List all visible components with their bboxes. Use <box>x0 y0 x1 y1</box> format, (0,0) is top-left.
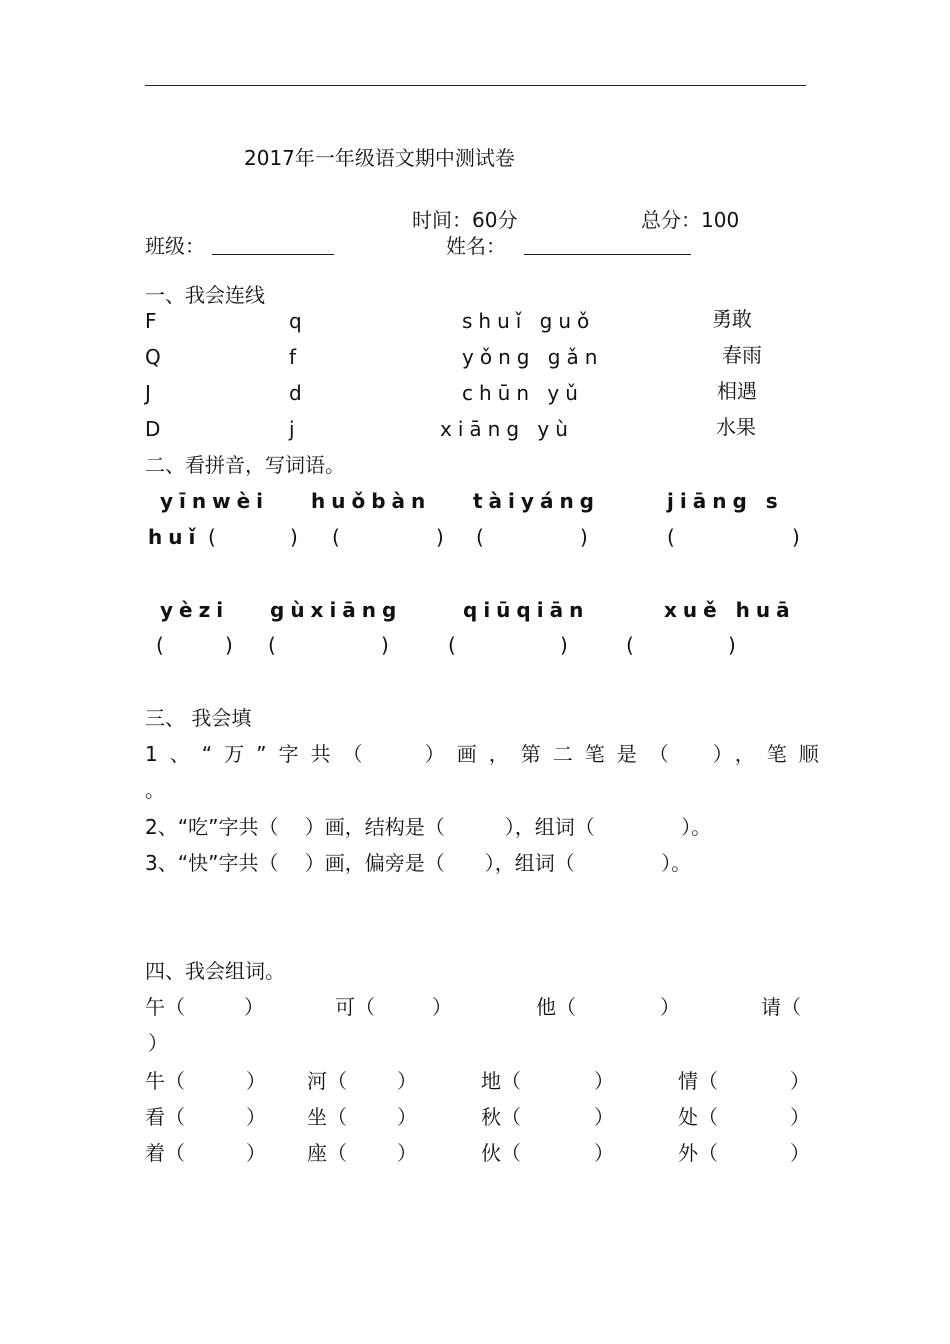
answer-paren-open[interactable]: ( <box>268 633 276 657</box>
word-prompt: 河（ <box>307 1069 347 1093</box>
lowercase-letter: d <box>289 381 302 405</box>
uppercase-letter: J <box>145 381 151 405</box>
answer-paren-close[interactable]: ) <box>381 633 389 657</box>
pinyin-prompt: gùxiāng <box>270 598 403 622</box>
answer-paren-close[interactable]: ） <box>594 1141 614 1165</box>
question-1-continuation: 。 <box>145 778 165 802</box>
word-prompt: 处（ <box>678 1105 718 1129</box>
section2-heading: 二、看拼音，写词语。 <box>145 453 345 477</box>
total-score-label: 总分：100 <box>641 208 740 232</box>
word-prompt: 他（ <box>536 995 576 1019</box>
answer-paren-close[interactable]: ) <box>560 633 568 657</box>
pinyin-item: chūn yǔ <box>462 381 584 405</box>
answer-paren-close[interactable]: ） <box>660 995 680 1019</box>
pinyin-prompt: qiūqiān <box>463 598 590 622</box>
answer-paren-close[interactable]: ) <box>792 525 800 549</box>
class-label: 班级： <box>145 234 205 258</box>
word-item: 春雨 <box>722 343 762 367</box>
pinyin-prompt: jiāng s <box>667 489 784 513</box>
answer-paren-open[interactable]: ( <box>667 525 675 549</box>
lowercase-letter: f <box>289 345 297 369</box>
class-blank[interactable] <box>212 254 334 255</box>
word-item: 水果 <box>716 415 756 439</box>
question-3: 3、“快”字共（ ）画，偏旁是（ ），组词（ ）。 <box>145 851 692 875</box>
answer-paren-open[interactable]: ( <box>476 525 484 549</box>
answer-paren-close[interactable]: ） <box>246 1069 266 1093</box>
answer-paren-close[interactable]: ) <box>580 525 588 549</box>
question-2: 2、“吃”字共（ ）画，结构是（ ），组词（ ）。 <box>145 815 712 839</box>
pinyin-item: yǒng gǎn <box>462 345 604 369</box>
word-prompt: 牛（ <box>145 1069 185 1093</box>
top-rule <box>145 85 806 86</box>
answer-paren-close[interactable]: ） <box>432 995 452 1019</box>
word-prompt: 秋（ <box>481 1105 521 1129</box>
answer-paren-close[interactable]: ) <box>290 525 298 549</box>
answer-paren-open[interactable]: ( <box>448 633 456 657</box>
answer-paren-close[interactable]: ） <box>790 1069 810 1093</box>
word-prompt: 请（ <box>761 995 801 1019</box>
word-prompt: 情（ <box>678 1069 718 1093</box>
word-prompt: 座（ <box>307 1141 347 1165</box>
time-label: 时间：60分 <box>412 208 518 232</box>
uppercase-letter: F <box>145 309 157 333</box>
answer-paren-open[interactable]: ( <box>626 633 634 657</box>
pinyin-prompt: huǒbàn <box>311 489 432 513</box>
answer-paren-close[interactable]: ） <box>594 1105 614 1129</box>
word-prompt: 地（ <box>481 1069 521 1093</box>
word-prompt: 午（ <box>145 995 185 1019</box>
answer-paren-close[interactable]: ） <box>148 1031 168 1055</box>
section4-heading: 四、我会组词。 <box>145 959 285 983</box>
word-prompt: 看（ <box>145 1105 185 1129</box>
word-item: 勇敢 <box>712 307 752 331</box>
answer-paren-open[interactable]: ( <box>208 525 216 549</box>
word-prompt: 伙（ <box>481 1141 521 1165</box>
answer-paren-close[interactable]: ） <box>397 1105 417 1129</box>
name-label: 姓名： <box>446 234 506 258</box>
answer-paren-close[interactable]: ） <box>397 1069 417 1093</box>
word-prompt: 坐（ <box>307 1105 347 1129</box>
answer-paren-close[interactable]: ） <box>594 1069 614 1093</box>
word-prompt: 着（ <box>145 1141 185 1165</box>
word-prompt: 外（ <box>678 1141 718 1165</box>
answer-paren-close[interactable]: ) <box>436 525 444 549</box>
answer-paren-close[interactable]: ) <box>728 633 736 657</box>
pinyin-continuation: huǐ <box>148 525 202 549</box>
word-item: 相遇 <box>717 379 757 403</box>
pinyin-item: shuǐ guǒ <box>462 309 596 333</box>
pinyin-prompt: tàiyáng <box>473 489 600 513</box>
pinyin-prompt: yīnwèi <box>160 489 270 513</box>
answer-paren-close[interactable]: ） <box>790 1105 810 1129</box>
answer-paren-close[interactable]: ) <box>225 633 233 657</box>
lowercase-letter: j <box>289 417 295 441</box>
section1-heading: 一、我会连线 <box>145 283 265 307</box>
answer-paren-close[interactable]: ） <box>790 1141 810 1165</box>
question-1: 1、“万”字共（ ）画，第二笔是（ ），笔顺 <box>145 742 831 766</box>
uppercase-letter: D <box>145 417 161 441</box>
pinyin-prompt: xuě huā <box>664 598 796 622</box>
uppercase-letter: Q <box>145 345 161 369</box>
lowercase-letter: q <box>289 309 302 333</box>
name-blank[interactable] <box>524 254 691 255</box>
word-prompt: 可（ <box>335 995 375 1019</box>
answer-paren-open[interactable]: ( <box>156 633 164 657</box>
page-title: 2017年一年级语文期中测试卷 <box>244 146 515 170</box>
answer-paren-close[interactable]: ） <box>397 1141 417 1165</box>
answer-paren-close[interactable]: ） <box>246 1105 266 1129</box>
answer-paren-close[interactable]: ） <box>246 1141 266 1165</box>
answer-paren-open[interactable]: ( <box>332 525 340 549</box>
answer-paren-close[interactable]: ） <box>244 995 264 1019</box>
pinyin-prompt: yèzi <box>160 598 230 622</box>
section3-heading: 三、 我会填 <box>145 706 252 730</box>
pinyin-item: xiāng yù <box>440 417 574 441</box>
